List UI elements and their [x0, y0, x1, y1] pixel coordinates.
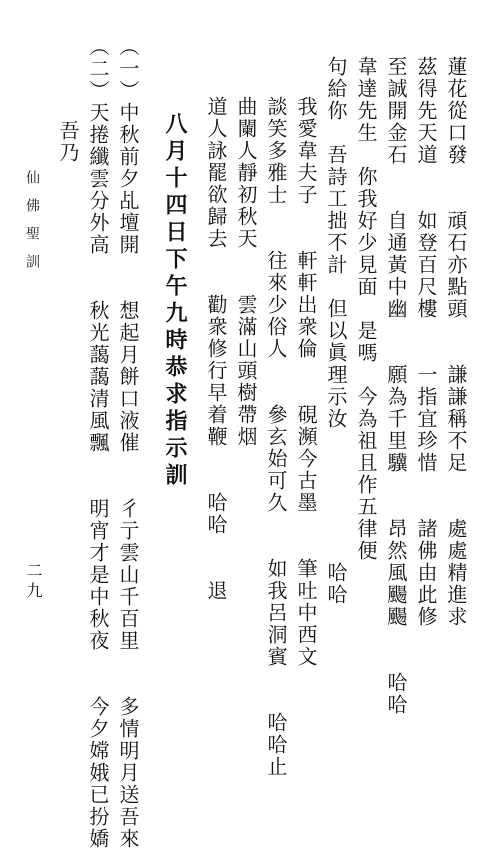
heading-column: 八月十四日下午九時恭求指示訓 [162, 112, 187, 490]
side-title: 仙佛聖訓 [24, 170, 40, 282]
closing-column: 吾乃 [56, 120, 80, 164]
text-column-5: 句給你 吾詩工拙不計 但以眞理示汝 哈哈 [324, 56, 348, 606]
text-column-1: 蓮花從口發 頑石亦點頭 謙謙稱不足 處處精進求 [444, 56, 468, 628]
poem-column-2: （二）天捲纖雲分外高 秋光藹藹清風飄 明宵才是中秋夜 今夕嫦娥已扮嬌 [86, 36, 110, 850]
text-column-4: 韋達先生 你我好少見面 是嗎 今為祖且作五律便 [354, 56, 378, 562]
text-column-2: 茲得先天道 如登百尺樓 一指宜珍惜 諸佛由此修 [414, 56, 438, 628]
text-column-3: 至誠開金石 自通黃中幽 願為千里驥 昂然風颺颺 哈哈 [384, 56, 408, 716]
text-column-9: 道人詠罷欲歸去 勸衆修行早着鞭 哈哈 退 [204, 96, 228, 602]
poem-column-1: （一）中秋前夕乩壇開 想起月餅口液催 彳亍雲山千百里 多情明月送吾來 [116, 36, 140, 850]
text-column-8: 曲闌人靜初秋天 雲滿山頭樹帶烟 [234, 96, 258, 448]
text-column-6: 我愛韋夫子 軒軒出衆倫 硯瀕今古墨 筆吐中西文 [294, 96, 318, 668]
text-column-7: 談笑多雅士 往來少俗人 參玄始可久 如我呂洞賓 哈哈止 [264, 96, 288, 778]
page-number: 二九 [24, 562, 43, 602]
